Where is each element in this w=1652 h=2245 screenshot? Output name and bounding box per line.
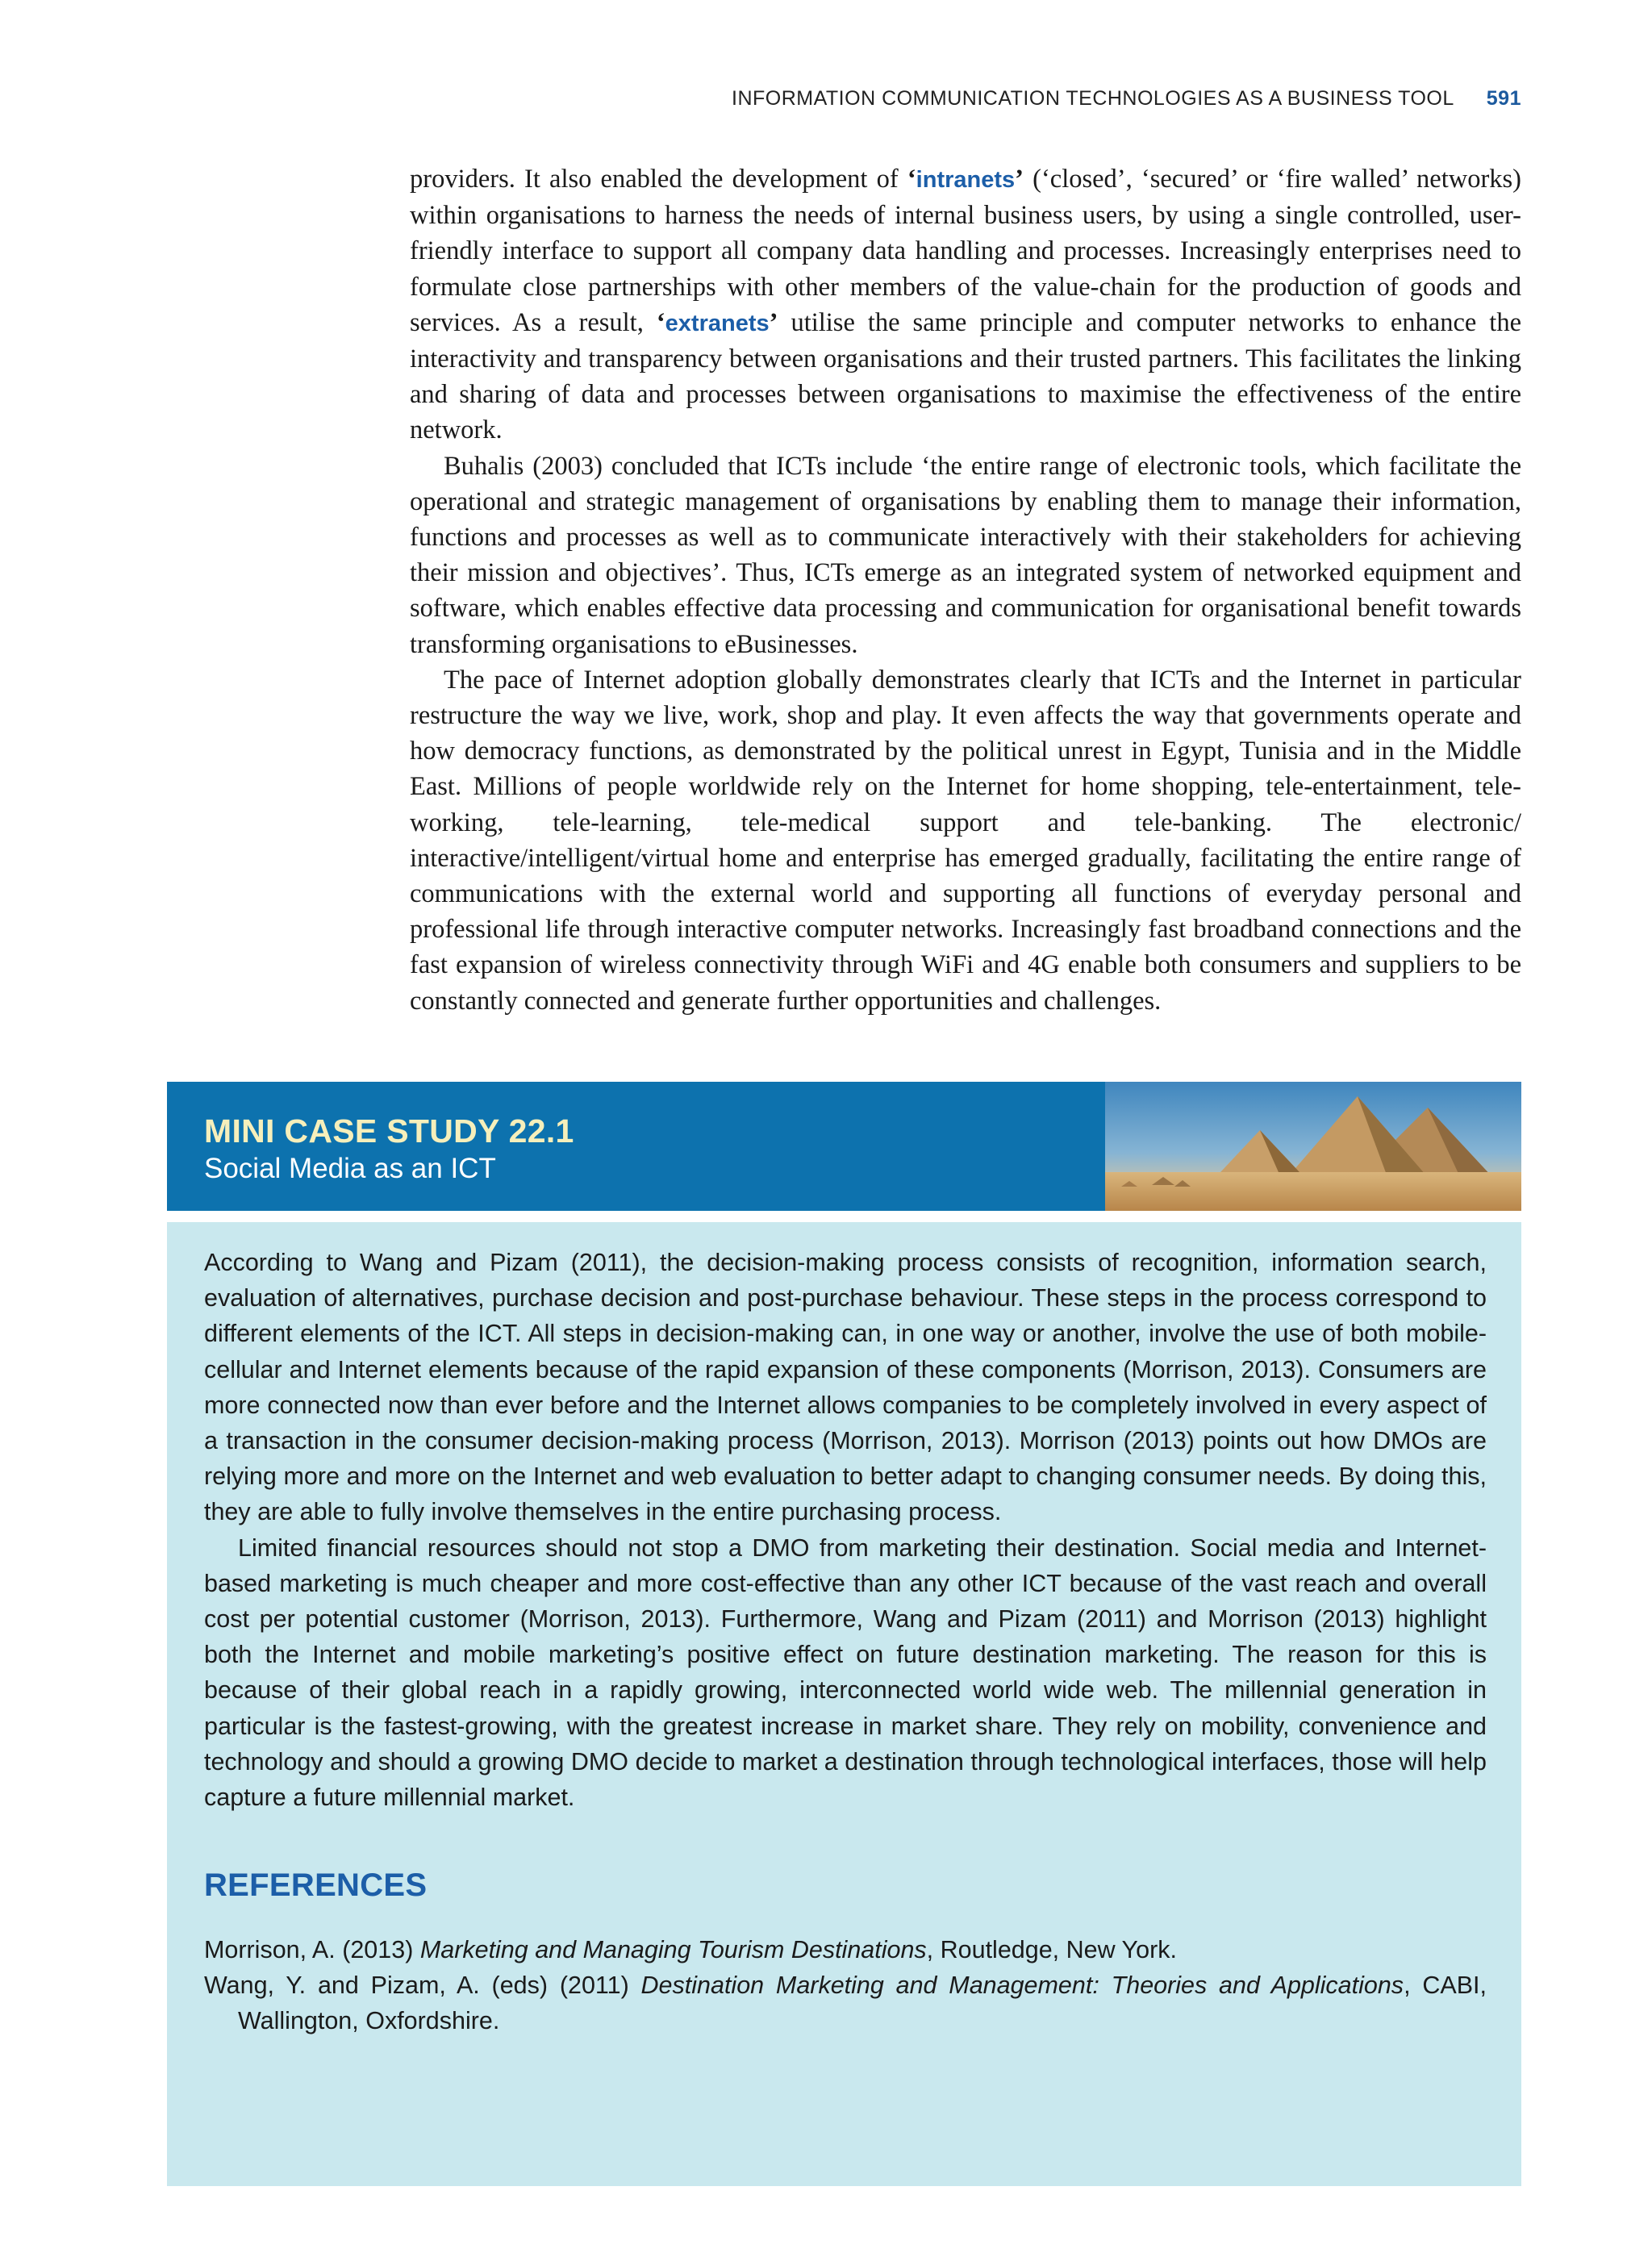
reference-title: Marketing and Managing Tourism Destinations bbox=[419, 1936, 927, 1963]
paragraph-text: (‘closed’, ‘secured’ or ‘fire walled’ networks) within organisations to harness the needs of internal business users, by using a single controlled, user-friendly interface to support all company data handling and processes. Increasingly enterprises need to formulate close partnerships with other members of the value-chain for the production of goods and services. As a result, bbox=[410, 165, 1521, 337]
running-head bbox=[0, 87, 1521, 111]
key-term-intranets: intranets bbox=[916, 167, 1016, 193]
case-study-title: Social Media as an ICT bbox=[204, 1153, 496, 1184]
body-paragraph-1 bbox=[410, 161, 1521, 449]
reference-item bbox=[204, 1932, 1487, 1968]
case-study-box bbox=[167, 1222, 1521, 2186]
paragraph-text: providers. It also enabled the development of bbox=[410, 165, 907, 194]
running-head-title: INFORMATION COMMUNICATION TECHNOLOGIES AS A BUSINESS TOOL bbox=[732, 87, 1454, 110]
case-study-text bbox=[204, 1245, 1487, 1815]
reference-item bbox=[204, 1968, 1487, 2038]
paragraph-text: utilise the same principle and computer networks to enhance the interactivity and transparency between organisations and their trusted partners. This facilitates the linking and sharing of data and processes between organisations to maximise the effectiveness of the entire network. bbox=[410, 307, 1521, 445]
pyramids-photo bbox=[1105, 1082, 1521, 1211]
quote-mark: ’ bbox=[769, 307, 778, 337]
quote-mark: ‘ bbox=[656, 307, 665, 337]
reference-publisher: , CABI, Wallington, Oxfordshire. bbox=[238, 1972, 1487, 2035]
quote-mark: ’ bbox=[1015, 165, 1024, 194]
references-heading: REFERENCES bbox=[204, 1867, 428, 1903]
main-body-text bbox=[410, 161, 1521, 1019]
case-paragraph-2: Limited financial resources should not stop a DMO from marketing their destination. Social media and Internet-based marketing is much cheaper and more cost-effective than any other ICT because of the vast reach and overall cost per potential customer (Morrison, 2013). Furthermore, Wang and Pizam (2011) and Morrison (2013) highlight both the Internet and mobile marketing’s positive effect on future destination marketing. The reason for this is because of their global reach in a rapidly growing, interconnected world wide web. The millennial generation in particular is the fastest-growing, with the greatest increase in market share. They rely on mobility, convenience and technology and should a growing DMO decide to market a destination through technological interfaces, those will help capture a future millennial market. bbox=[204, 1534, 1487, 1812]
case-study-header bbox=[167, 1082, 1521, 1211]
body-paragraph-2: Buhalis (2003) concluded that ICTs include ‘the entire range of electronic tools, which facilitate the operational and strategic management of organisations by enabling them to manage their information, functions and processes as well as to communicate interactively with their stakeholders for achieving their mission and objectives’. Thus, ICTs emerge as an integrated system of networked equipment and software, which enables effective data processing and communication for organisational benefit towards transforming organisations to eBusinesses. bbox=[410, 451, 1521, 659]
case-paragraph-1: According to Wang and Pizam (2011), the decision-making process consists of recognition, information search, evaluation of alternatives, purchase decision and post-purchase behaviour. These steps in the process correspond to different elements of the ICT. All steps in decision-making can, in one way or another, involve the use of both mobile-cellular and Internet elements because of the rapid expansion of these components (Morrison, 2013). Consumers are more connected now than ever before and the Internet allows companies to be completely involved in every aspect of a transaction in the consumer decision-making process (Morrison, 2013). Morrison (2013) points out how DMOs are relying more and more on the Internet and web evaluation to better adapt to changing consumer needs. By doing this, they are able to fully involve themselves in the entire purchasing process. bbox=[204, 1249, 1487, 1526]
body-paragraph-3: The pace of Internet adoption globally demonstrates clearly that ICTs and the Internet in particular restructure the way we live, work, shop and play. It even affects the way that governments operate and how democracy functions, as demonstrated by the political unrest in Egypt, Tunisia and in the Middle East. Millions of people worldwide rely on the Internet for home shopping, tele-entertainment, tele-working, tele-learning, tele-medical support and tele-banking. The electronic/ interactive/intelligent/virtual home and enterprise has emerged gradually, facilitating the entire range of communications with the external world and supporting all functions of everyday personal and professional life through interactive computer networks. Increasingly fast broadband connections and the fast expansion of wireless connectivity through WiFi and 4G enable both consumers and suppliers to be constantly connected and generate further opportunities and challenges. bbox=[410, 665, 1521, 1016]
reference-authors: Morrison, A. (2013) bbox=[204, 1936, 420, 1963]
page-number: 591 bbox=[1486, 87, 1521, 110]
case-study-label: MINI CASE STUDY 22.1 bbox=[204, 1112, 574, 1150]
reference-title: Destination Marketing and Management: Theories and Applications bbox=[640, 1972, 1404, 2000]
quote-mark: ‘ bbox=[907, 165, 916, 194]
reference-publisher: , Routledge, New York. bbox=[926, 1936, 1177, 1963]
references-list bbox=[204, 1932, 1487, 2039]
key-term-extranets: extranets bbox=[665, 310, 770, 336]
reference-authors: Wang, Y. and Pizam, A. (eds) (2011) bbox=[204, 1972, 641, 2000]
